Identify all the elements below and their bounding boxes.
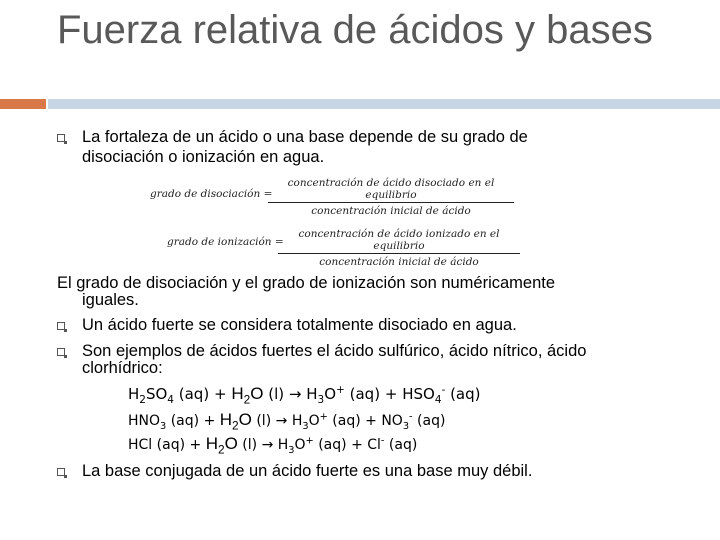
bullet-text-fortaleza-cont: disociación o ionización en agua. (82, 148, 325, 166)
formula-ionizacion-label: grado de ionización = (167, 236, 284, 248)
title-accent-bar (0, 99, 46, 109)
bullet-marker-icon (57, 322, 65, 330)
paragraph-line-2: iguales. (82, 291, 139, 309)
bullet-text-fortaleza: La fortaleza de un ácido o una base depende de su grado de (82, 128, 528, 146)
title-divider-bar (48, 99, 720, 109)
bullet-marker-icon (57, 468, 65, 476)
formula-ionizacion-denominator: concentración inicial de ácido (319, 256, 479, 268)
bullet-text-ejemplos: Son ejemplos de ácidos fuertes el ácido sulfúrico, ácido nítrico, ácido (82, 342, 587, 360)
equation-clorhidrico: HCl $(aq) + H_2O$ $(l) \to H_3O^+$ (aq) + Cl- (aq) (128, 434, 418, 457)
formula-disociacion-numerator: concentración de ácido disociado en el equilibrio (268, 177, 514, 203)
formula-disociacion-denominator: concentración inicial de ácido (311, 205, 471, 217)
bullet-marker-icon (57, 134, 65, 142)
bullet-text-base-conjugada: La base conjugada de un ácido fuerte es una base muy débil. (82, 462, 533, 480)
formula-ionizacion-numerator: concentración de ácido ionizado en el equilibrio (278, 228, 520, 254)
formula-disociacion-label: grado de disociación = (150, 188, 273, 200)
equation-sulfurico: $H_2SO_4$ $(aq) + H_2O$ $(l) \to H_3O^+$ $(aq) + HSO_4^-$ (aq) (128, 384, 481, 407)
formula-ionizacion-fraction (278, 228, 520, 268)
bullet-text-acido-fuerte: Un ácido fuerte se considera totalmente disociado en agua. (82, 316, 517, 334)
slide-title: Fuerza relativa de ácidos y bases (57, 8, 653, 52)
paragraph-line-1: El grado de disociación y el grado de ionización son numéricamente (57, 274, 556, 292)
equation-nitrico: $HNO_3$ $(aq) + H_2O$ $(l) \to H_3O^+$ $(aq) + NO_3^-$ (aq) (128, 410, 446, 433)
bullet-text-ejemplos-cont: clorhídrico: (82, 359, 163, 377)
formula-disociacion-fraction (268, 177, 514, 217)
bullet-marker-icon (57, 348, 65, 356)
